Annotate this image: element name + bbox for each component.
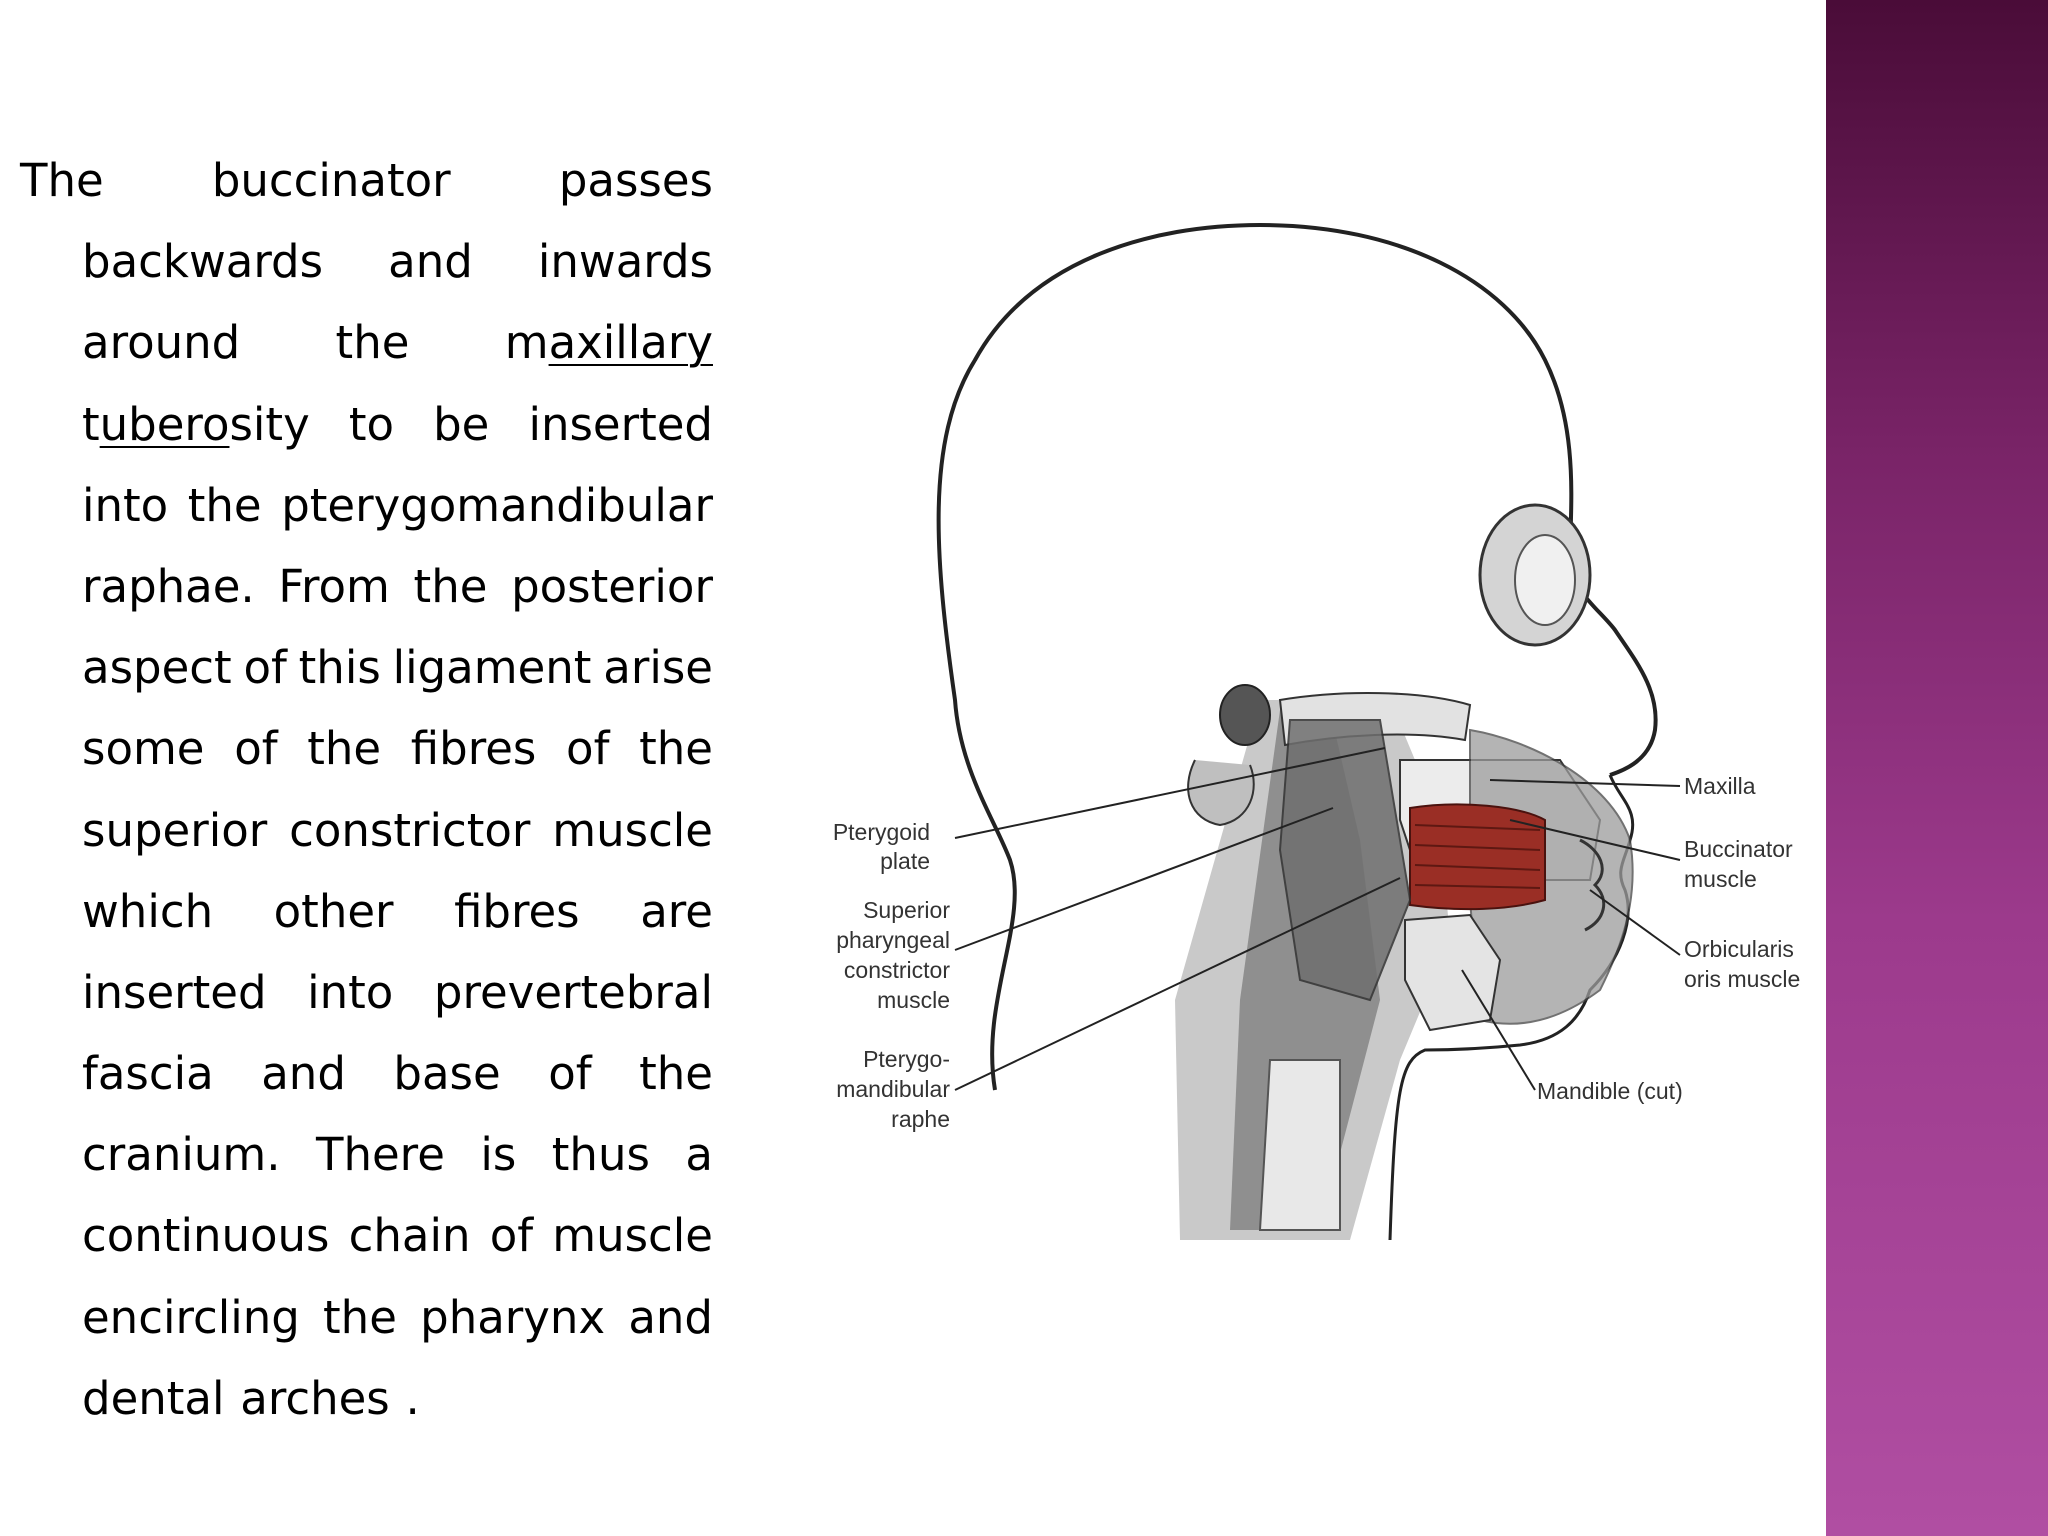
- orbit-inner: [1515, 535, 1575, 625]
- word: muscle: [552, 1209, 713, 1263]
- text-line: [20, 302, 713, 383]
- word: are: [640, 884, 713, 938]
- word: [82, 384, 310, 465]
- word: dental: [82, 1371, 225, 1425]
- word: and: [388, 235, 473, 289]
- word: and: [261, 1047, 346, 1101]
- underlined-text: axillary: [548, 316, 713, 370]
- word: into: [82, 478, 169, 532]
- word: the: [413, 559, 488, 613]
- text-line: [20, 1114, 713, 1195]
- word: .: [405, 1371, 420, 1425]
- word: fibres: [454, 884, 580, 938]
- word: of: [566, 722, 610, 776]
- word: raphae.: [82, 559, 255, 613]
- word: inserted: [528, 397, 713, 451]
- label-pterygomandibular-raphe: raphe: [891, 1106, 950, 1132]
- text-line: [20, 1277, 713, 1358]
- word: of: [234, 722, 278, 776]
- label-orbicularis-oris: Orbicularis: [1684, 936, 1794, 962]
- word: From: [278, 559, 390, 613]
- text-line: [20, 871, 713, 952]
- word: base: [393, 1047, 501, 1101]
- larynx: [1260, 1060, 1340, 1230]
- text-line: [20, 465, 713, 546]
- word: the: [323, 1290, 397, 1344]
- word: the: [187, 478, 262, 532]
- word: the: [639, 722, 713, 776]
- text-line: [20, 708, 713, 789]
- word: chain: [348, 1209, 471, 1263]
- word: There: [315, 1128, 445, 1182]
- label-superior-constrictor: Superior: [863, 897, 950, 923]
- word: into: [307, 965, 394, 1019]
- word: inserted: [82, 965, 267, 1019]
- word-part: m: [504, 316, 549, 370]
- word: cranium.: [82, 1128, 281, 1182]
- word: passes: [558, 154, 713, 207]
- word: buccinator: [211, 154, 451, 207]
- word: backwards: [82, 235, 324, 289]
- word-part: t: [82, 397, 100, 451]
- word: pharynx: [420, 1290, 606, 1344]
- label-pterygomandibular-raphe: Pterygo-: [863, 1046, 950, 1072]
- word: of: [243, 641, 287, 695]
- label-buccinator-muscle: muscle: [1684, 866, 1757, 892]
- word: aspect: [82, 641, 232, 695]
- text-line: [20, 221, 713, 302]
- word: which: [82, 884, 214, 938]
- word: arches: [240, 1371, 390, 1425]
- word: to: [348, 397, 394, 451]
- word: ligament: [392, 641, 592, 695]
- word: the: [307, 722, 382, 776]
- word: of: [548, 1047, 592, 1101]
- word: fascia: [82, 1047, 214, 1101]
- label-superior-constrictor: pharyngeal: [836, 927, 950, 953]
- word: some: [82, 722, 205, 776]
- word: continuous: [82, 1209, 330, 1263]
- word: be: [433, 397, 490, 451]
- label-superior-constrictor: constrictor: [843, 957, 950, 983]
- word: the: [639, 1047, 713, 1101]
- word: of: [489, 1209, 534, 1263]
- head-neck-anatomy-figure: [810, 200, 1826, 1255]
- word: prevertebral: [433, 965, 713, 1019]
- text-line: [20, 1358, 713, 1439]
- word: [505, 302, 713, 383]
- word-part: sity: [229, 397, 310, 451]
- text-line: [20, 384, 713, 465]
- label-pterygoid-plate: plate: [880, 848, 930, 874]
- word: thus: [551, 1128, 650, 1182]
- word: inwards: [537, 235, 713, 289]
- word: constrictor: [289, 803, 531, 857]
- word: The: [20, 154, 104, 207]
- text-line: [20, 790, 713, 871]
- word: the: [335, 316, 410, 370]
- label-orbicularis-oris: oris muscle: [1684, 966, 1801, 992]
- word: pterygomandibular: [281, 478, 713, 532]
- word: muscle: [552, 803, 713, 857]
- buccinator-muscle: [1410, 804, 1545, 909]
- label-maxilla: Maxilla: [1684, 773, 1756, 799]
- text-line: [20, 952, 713, 1033]
- word: is: [480, 1128, 517, 1182]
- word: fibres: [410, 722, 537, 776]
- word: other: [273, 884, 394, 938]
- text-line: [20, 140, 713, 221]
- text-line: [20, 1033, 713, 1114]
- underlined-text: ubero: [99, 397, 230, 451]
- text-line: [20, 627, 713, 708]
- word: posterior: [511, 559, 713, 613]
- body-paragraph: [20, 140, 713, 1439]
- text-line: [20, 546, 713, 627]
- label-pterygomandibular-raphe: mandibular: [836, 1076, 950, 1102]
- word: a: [685, 1128, 713, 1182]
- label-superior-constrictor: muscle: [877, 987, 950, 1013]
- label-pterygoid-plate: Pterygoid: [832, 819, 930, 845]
- decorative-sidebar: [1826, 0, 2048, 1536]
- label-mandible-cut: Mandible (cut): [1537, 1078, 1683, 1104]
- word: around: [82, 316, 241, 370]
- label-buccinator-muscle: Buccinator: [1684, 836, 1793, 862]
- word: and: [628, 1290, 713, 1344]
- word: superior: [82, 803, 268, 857]
- word: this: [298, 641, 381, 695]
- text-line: [20, 1195, 713, 1276]
- ear-canal: [1220, 685, 1270, 745]
- word: arise: [603, 641, 713, 695]
- word: encircling: [82, 1290, 300, 1344]
